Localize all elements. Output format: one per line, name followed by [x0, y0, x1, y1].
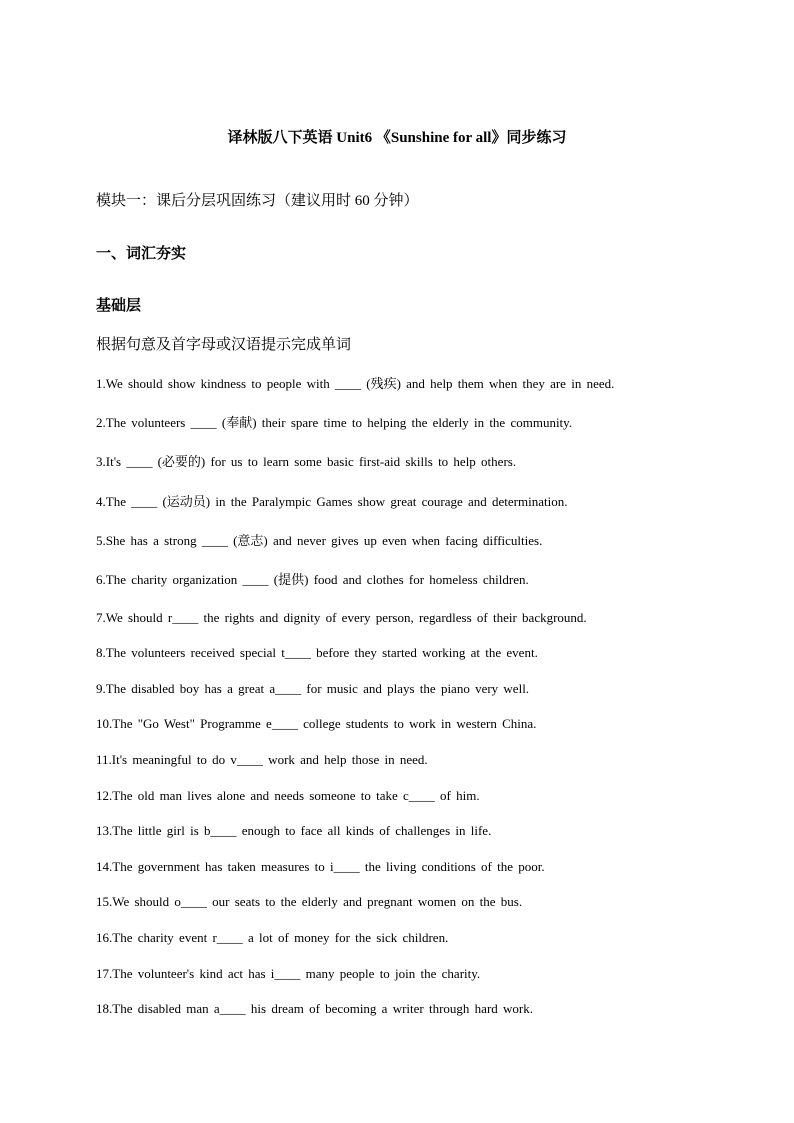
question-item: 2.The volunteers ____ (奉献) their spare time to helping the elderly in the community. — [96, 415, 573, 430]
question-item: 5.She has a strong ____ (意志) and never gives up even when facing difficulties. — [96, 533, 543, 548]
question-item: 16.The charity event r____ a lot of money for the sick children. — [96, 930, 449, 945]
question-item: 4.The ____ (运动员) in the Paralympic Games show great courage and determination. — [96, 494, 568, 509]
question-item: 14.The government has taken measures to i____ the living conditions of the poor. — [96, 859, 545, 874]
question-item: 7.We should r____ the rights and dignity of every person, regardless of their background. — [96, 610, 587, 625]
question-item: 6.The charity organization ____ (提供) food and clothes for homeless children. — [96, 572, 529, 587]
level-heading: 基础层 — [96, 298, 142, 314]
question-item: 1.We should show kindness to people with ____ (残疾) and help them when they are in need. — [96, 376, 615, 391]
question-item: 11.It's meaningful to do v____ work and help those in need. — [96, 752, 428, 767]
section-heading: 一、词汇夯实 — [96, 246, 187, 262]
page-title: 译林版八下英语 Unit6 《Sunshine for all》同步练习 — [227, 130, 567, 146]
module-heading: 模块一：课后分层巩固练习（建议用时 60 分钟） — [96, 193, 419, 209]
exercise-instruction: 根据句意及首字母或汉语提示完成单词 — [96, 337, 352, 353]
question-item: 18.The disabled man a____ his dream of becoming a writer through hard work. — [96, 1001, 533, 1016]
question-item: 3.It's ____ (必要的) for us to learn some basic first-aid skills to help others. — [96, 454, 517, 469]
question-item: 13.The little girl is b____ enough to face all kinds of challenges in life. — [96, 823, 492, 838]
question-item: 15.We should o____ our seats to the elderly and pregnant women on the bus. — [96, 894, 523, 909]
question-item: 17.The volunteer's kind act has i____ many people to join the charity. — [96, 966, 481, 981]
question-item: 10.The "Go West" Programme e____ college students to work in western China. — [96, 716, 537, 731]
question-item: 9.The disabled boy has a great a____ for music and plays the piano very well. — [96, 681, 530, 696]
question-item: 12.The old man lives alone and needs someone to take c____ of him. — [96, 788, 480, 803]
question-item: 8.The volunteers received special t____ before they started working at the event. — [96, 645, 538, 660]
